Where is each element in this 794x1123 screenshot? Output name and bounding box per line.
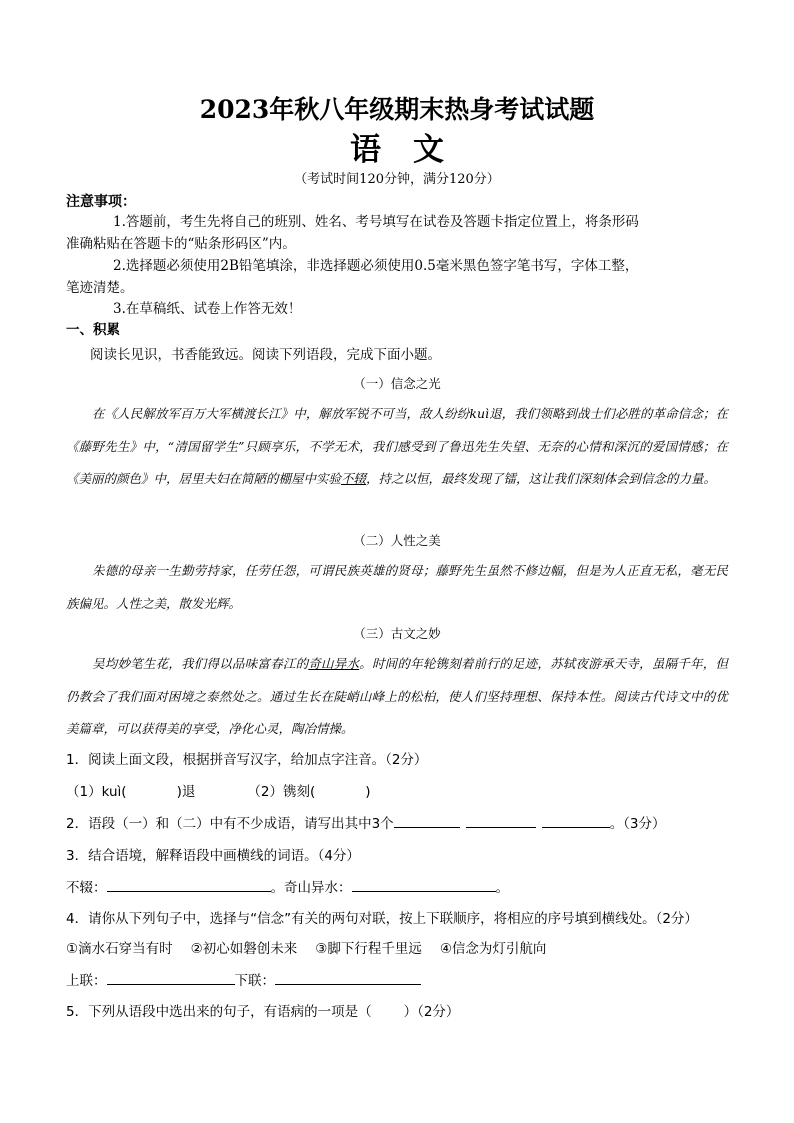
- q1-part-2-open: （2）镌刻(: [247, 784, 316, 800]
- q2-blank-1[interactable]: [394, 813, 460, 828]
- passage-3-text-a: 吴均妙笔生花，我们得以品味富春江的: [92, 656, 309, 671]
- notice-item-1: [66, 211, 728, 255]
- q2-blank-2[interactable]: [466, 813, 536, 828]
- underlined-word-qishanyishui: 奇山异水: [308, 656, 360, 671]
- q3-qishan-label: 奇山异水：: [284, 880, 352, 896]
- q1-part-2-close: ): [365, 784, 371, 800]
- exam-title: 2023年秋八年级期末热身考试试题: [199, 95, 595, 124]
- q4-option-2: ②初心如磐创未来: [190, 941, 298, 957]
- passage-3-text-b: 。时间的年轮镌刻着前行的足迹，苏轼夜游承天寺，虽隔千年，但仍教会了我们面对困境之泰然处之。通过生长在陡峭山峰上的松柏，使人们坚持理想、保持本性。阅读古代诗文中的优美篇章，可以获得美的享受，净化心灵，陶冶情操。: [66, 656, 728, 736]
- q4-option-1: ①滴水石穿当有时: [66, 941, 173, 957]
- question-5: [66, 1001, 728, 1023]
- notice-item-2-line-1: 2.选择题必须使用2B铅笔填涂，非选择题必须使用0.5毫米黑色签字笔书写，字体工整，: [113, 258, 639, 274]
- notice-item-2: [66, 255, 728, 299]
- question-2-text: 2．语段（一）和（二）中有不少成语，请写出其中3个: [66, 816, 394, 832]
- question-2: [66, 813, 728, 835]
- passage-2: 朱德的母亲一生勤劳持家，任劳任怨，可谓民族英雄的贤母；藤野先生虽然不修边幅，但是为人正直无私，毫无民族偏见。人性之美，散发光辉。: [66, 563, 728, 611]
- section-intro: 阅读长见识，书香能致远。阅读下列语段，完成下面小题。: [90, 347, 441, 363]
- question-2-end: 。（3分）: [609, 816, 666, 832]
- q4-option-4: ④信念为灯引航向: [439, 941, 547, 957]
- q2-blank-3[interactable]: [542, 813, 610, 828]
- question-4-answers: [66, 970, 728, 992]
- subject-title: 语文: [350, 132, 476, 168]
- notice-item-2-line-2: 笔迹清楚。: [66, 280, 134, 296]
- q3-qishan-blank[interactable]: [352, 877, 496, 892]
- q3-buchuo-end: 。: [270, 880, 284, 896]
- notice-item-3: [66, 298, 728, 320]
- passage-1-text-a: 在《人民解放军百万大军横渡长江》中，解放军锐不可当，敌人纷纷kuì退，我们领略到战士们必胜的革命信念；在《藤野先生》中，“清国留学生”只顾享乐，不学无术，我们感受到了鲁迅先生失望、无奈的心情和深沉的爱国情感；在《美丽的颜色》中，居里夫妇在简陋的棚屋中实验: [66, 406, 728, 486]
- question-1-answers: [66, 781, 728, 803]
- question-1: 1．阅读上面文段，根据拼音写汉字，给加点字注音。（2分）: [66, 752, 428, 768]
- q1-part-1-close: )退: [176, 784, 196, 800]
- q1-part-1-open: （1）kuì(: [66, 784, 127, 800]
- passage-3-title: （三）古文之妙: [353, 626, 441, 641]
- question-5-text: 5．下列从语段中选出来的句子，有语病的一项是（: [66, 1004, 372, 1020]
- passage-1-title: （一）信念之光: [353, 376, 441, 391]
- q3-qishan-end: 。: [495, 880, 509, 896]
- exam-time-note: （考试时间120分钟，满分120分）: [294, 172, 500, 187]
- question-5-end: ）（2分）: [403, 1004, 460, 1020]
- q3-buchuo-label: 不辍：: [66, 880, 107, 896]
- passage-2-title: （二）人性之美: [353, 533, 441, 548]
- question-3: 3．结合语境，解释语段中画横线的词语。（4分）: [66, 848, 360, 864]
- passage-1: [66, 398, 728, 496]
- question-3-answers: [66, 877, 728, 899]
- section-heading: 一、积累: [66, 322, 120, 338]
- q4-down-blank[interactable]: [275, 970, 421, 985]
- passage-3: [66, 648, 728, 746]
- q3-buchuo-blank[interactable]: [107, 877, 271, 892]
- notice-item-1-line-1: 1.答题前，考生先将自己的班别、姓名、考号填写在试卷及答题卡指定位置上，将条形码: [113, 214, 639, 230]
- passage-1-text-b: ，持之以恒，最终发现了镭，这让我们深刻体会到信念的力量。: [366, 471, 717, 486]
- question-4-options: [66, 938, 728, 960]
- q4-up-label: 上联：: [66, 973, 107, 989]
- notice-title: 注意事项：: [66, 194, 136, 210]
- notice-item-3-text: 3.在草稿纸、试卷上作答无效！: [113, 301, 302, 317]
- q4-down-label: 下联：: [234, 973, 275, 989]
- q4-up-blank[interactable]: [107, 970, 235, 985]
- notice-item-1-line-2: 准确粘贴在答题卡的“贴条形码区”内。: [66, 236, 296, 252]
- question-4: 4．请你从下列句子中，选择与“信念”有关的两句对联，按上下联顺序，将相应的序号填到横线处。（2分）: [66, 911, 698, 927]
- underlined-word-buchuo: 不辍: [341, 471, 367, 486]
- q4-option-3: ③脚下行程千里远: [315, 941, 422, 957]
